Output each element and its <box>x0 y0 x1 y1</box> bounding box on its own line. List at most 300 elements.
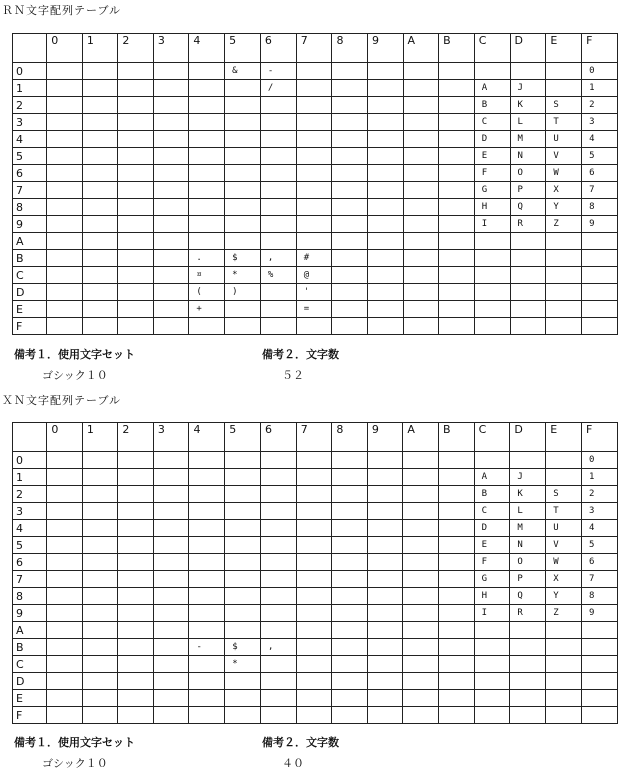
character-cell <box>47 148 83 165</box>
character-cell <box>189 97 225 114</box>
character-cell <box>118 80 154 97</box>
character-cell: Y <box>546 588 582 605</box>
character-cell <box>261 707 297 724</box>
character-cell <box>118 452 154 469</box>
character-cell <box>332 639 368 656</box>
table-row <box>13 250 618 267</box>
row-header: 1 <box>13 469 47 486</box>
character-cell <box>82 639 118 656</box>
table-row <box>13 469 618 486</box>
row-header: 8 <box>13 588 47 605</box>
character-cell: $ <box>225 250 261 267</box>
character-cell <box>368 216 404 233</box>
character-cell <box>260 148 296 165</box>
character-cell <box>118 114 154 131</box>
character-cell: @ <box>296 267 332 284</box>
character-cell <box>403 622 439 639</box>
row-header: 2 <box>13 97 47 114</box>
column-header: 8 <box>332 34 368 63</box>
character-cell <box>403 503 439 520</box>
character-cell: , <box>260 250 296 267</box>
character-cell <box>368 284 404 301</box>
character-cell <box>118 199 154 216</box>
character-cell: H <box>474 588 510 605</box>
character-cell: R <box>510 605 546 622</box>
row-header: 5 <box>13 148 47 165</box>
character-cell <box>189 622 225 639</box>
table-row <box>13 537 618 554</box>
character-cell <box>296 199 332 216</box>
character-cell <box>296 233 332 250</box>
character-cell <box>189 469 225 486</box>
character-cell <box>510 318 546 335</box>
character-cell: 7 <box>582 182 618 199</box>
character-cell: I <box>474 216 510 233</box>
character-cell <box>47 520 83 537</box>
character-cell <box>225 318 261 335</box>
character-cell <box>153 503 189 520</box>
column-header: A <box>403 34 439 63</box>
character-cell <box>403 554 439 571</box>
character-cell <box>225 707 261 724</box>
character-cell <box>296 673 332 690</box>
corner-cell <box>13 34 47 63</box>
character-cell: G <box>474 182 510 199</box>
character-cell: + <box>189 301 225 318</box>
character-cell <box>82 233 118 250</box>
column-header: D <box>510 34 546 63</box>
row-header: B <box>13 250 47 267</box>
character-cell <box>225 622 261 639</box>
character-cell <box>47 165 83 182</box>
character-cell <box>189 318 225 335</box>
character-cell <box>510 656 546 673</box>
character-cell: B <box>474 486 510 503</box>
character-cell <box>225 165 261 182</box>
character-cell <box>153 469 189 486</box>
character-cell <box>332 571 368 588</box>
character-cell: D <box>474 131 510 148</box>
row-header: C <box>13 267 47 284</box>
character-cell <box>82 588 118 605</box>
character-cell <box>260 182 296 199</box>
character-cell <box>118 554 154 571</box>
rn-note-charset <box>14 346 135 383</box>
character-cell <box>439 707 475 724</box>
character-cell <box>439 656 475 673</box>
character-cell <box>189 452 225 469</box>
xn-character-table <box>12 422 618 724</box>
character-cell <box>189 554 225 571</box>
character-cell: X <box>546 571 582 588</box>
column-header: 9 <box>367 423 403 452</box>
character-cell <box>225 486 261 503</box>
character-cell <box>582 233 618 250</box>
character-cell: C <box>474 114 510 131</box>
character-cell <box>153 486 189 503</box>
character-cell <box>439 131 475 148</box>
row-header: 4 <box>13 131 47 148</box>
character-cell <box>367 639 403 656</box>
character-cell <box>439 571 475 588</box>
row-header: 3 <box>13 503 47 520</box>
character-cell <box>474 250 510 267</box>
character-cell <box>439 199 475 216</box>
character-cell <box>368 267 404 284</box>
character-cell <box>332 199 368 216</box>
character-cell <box>47 588 83 605</box>
character-cell <box>82 537 118 554</box>
character-cell <box>582 656 618 673</box>
character-cell <box>367 452 403 469</box>
character-cell <box>261 537 297 554</box>
table-row <box>13 97 618 114</box>
character-cell <box>296 182 332 199</box>
character-cell <box>189 605 225 622</box>
character-cell <box>153 452 189 469</box>
character-cell <box>439 503 475 520</box>
character-cell <box>47 690 83 707</box>
character-cell <box>296 165 332 182</box>
column-header: F <box>582 34 618 63</box>
character-cell <box>474 673 510 690</box>
character-cell <box>225 537 261 554</box>
character-cell <box>332 165 368 182</box>
character-cell <box>153 165 189 182</box>
character-cell <box>439 233 475 250</box>
character-cell <box>153 318 189 335</box>
character-cell: 3 <box>582 114 618 131</box>
character-cell <box>47 537 83 554</box>
character-cell <box>367 605 403 622</box>
character-cell <box>189 486 225 503</box>
character-cell: F <box>474 554 510 571</box>
character-cell <box>403 216 439 233</box>
character-cell: S <box>546 486 582 503</box>
character-cell <box>439 114 475 131</box>
character-cell <box>403 233 439 250</box>
character-cell <box>82 673 118 690</box>
table-row <box>13 182 618 199</box>
character-cell <box>153 690 189 707</box>
character-cell <box>82 656 118 673</box>
character-cell: - <box>260 63 296 80</box>
row-header: 0 <box>13 63 47 80</box>
character-cell <box>546 452 582 469</box>
character-cell <box>47 250 83 267</box>
character-cell <box>510 707 546 724</box>
character-cell <box>260 318 296 335</box>
row-header: A <box>13 233 47 250</box>
character-cell <box>225 469 261 486</box>
character-cell <box>261 452 297 469</box>
character-cell <box>368 165 404 182</box>
character-cell: 0 <box>582 63 618 80</box>
character-cell <box>118 165 154 182</box>
character-cell: P <box>510 571 546 588</box>
character-cell <box>368 63 404 80</box>
column-header: F <box>582 423 618 452</box>
character-cell <box>332 673 368 690</box>
character-cell <box>47 673 83 690</box>
character-cell <box>296 690 332 707</box>
column-header: 6 <box>261 423 297 452</box>
character-cell <box>439 673 475 690</box>
character-cell <box>403 639 439 656</box>
character-cell: 9 <box>582 605 618 622</box>
character-cell <box>367 469 403 486</box>
character-cell <box>510 63 546 80</box>
table-row <box>13 301 618 318</box>
table-row <box>13 673 618 690</box>
character-cell <box>474 452 510 469</box>
character-cell <box>82 131 118 148</box>
character-cell <box>118 318 154 335</box>
character-cell: ( <box>189 284 225 301</box>
character-cell: 2 <box>582 97 618 114</box>
character-cell <box>403 469 439 486</box>
table-row <box>13 199 618 216</box>
character-cell <box>225 182 261 199</box>
character-cell <box>118 148 154 165</box>
character-cell <box>296 656 332 673</box>
row-header: 8 <box>13 199 47 216</box>
character-cell <box>225 503 261 520</box>
character-cell <box>153 267 189 284</box>
character-cell: L <box>510 503 546 520</box>
character-cell <box>47 503 83 520</box>
corner-cell <box>13 423 47 452</box>
character-cell <box>153 656 189 673</box>
character-cell: T <box>546 114 582 131</box>
character-cell <box>225 452 261 469</box>
character-cell <box>47 486 83 503</box>
character-cell: O <box>510 165 546 182</box>
table-row <box>13 707 618 724</box>
character-cell <box>118 97 154 114</box>
table-row <box>13 571 618 588</box>
character-cell <box>153 284 189 301</box>
character-cell <box>296 639 332 656</box>
character-cell <box>332 182 368 199</box>
character-cell <box>439 537 475 554</box>
row-header: 4 <box>13 520 47 537</box>
character-cell <box>582 301 618 318</box>
character-cell <box>47 97 83 114</box>
character-cell: 9 <box>582 216 618 233</box>
character-cell: E <box>474 537 510 554</box>
character-cell <box>261 469 297 486</box>
character-cell: X <box>546 182 582 199</box>
character-cell <box>189 707 225 724</box>
column-header: 4 <box>189 34 225 63</box>
character-cell <box>546 284 582 301</box>
character-cell <box>332 80 368 97</box>
character-cell: 1 <box>582 469 618 486</box>
character-cell <box>332 114 368 131</box>
character-cell <box>261 503 297 520</box>
character-cell <box>403 690 439 707</box>
character-cell <box>118 639 154 656</box>
note-charset-value: ゴシック１０ <box>42 757 108 770</box>
character-cell <box>225 571 261 588</box>
character-cell <box>332 318 368 335</box>
character-cell: P <box>510 182 546 199</box>
character-cell <box>189 80 225 97</box>
character-cell <box>225 301 261 318</box>
character-cell <box>225 131 261 148</box>
character-cell <box>261 571 297 588</box>
character-cell <box>368 301 404 318</box>
character-cell: J <box>510 469 546 486</box>
character-cell <box>403 707 439 724</box>
table-row <box>13 503 618 520</box>
character-cell: 0 <box>582 452 618 469</box>
character-cell <box>368 131 404 148</box>
column-header: E <box>546 423 582 452</box>
character-cell <box>153 707 189 724</box>
column-header: 1 <box>82 34 118 63</box>
character-cell <box>546 469 582 486</box>
character-cell <box>153 639 189 656</box>
character-cell <box>367 503 403 520</box>
character-cell <box>153 114 189 131</box>
column-header: C <box>474 423 510 452</box>
table-row <box>13 318 618 335</box>
character-cell <box>332 503 368 520</box>
character-cell <box>403 148 439 165</box>
character-cell <box>82 182 118 199</box>
character-cell <box>510 452 546 469</box>
character-cell: 4 <box>582 131 618 148</box>
row-header: E <box>13 690 47 707</box>
character-cell <box>118 571 154 588</box>
character-cell <box>296 452 332 469</box>
table-row <box>13 554 618 571</box>
character-cell: U <box>546 131 582 148</box>
character-cell <box>82 520 118 537</box>
note-count-label: 備考２．文字数 <box>262 348 339 361</box>
character-cell <box>47 80 83 97</box>
character-cell <box>332 605 368 622</box>
character-cell <box>82 503 118 520</box>
character-cell <box>367 571 403 588</box>
column-header: 3 <box>153 34 189 63</box>
note-count-label: 備考２．文字数 <box>262 736 339 749</box>
character-cell <box>582 673 618 690</box>
character-cell <box>82 554 118 571</box>
character-cell <box>546 318 582 335</box>
character-cell <box>296 707 332 724</box>
character-cell: A <box>474 469 510 486</box>
row-header: 3 <box>13 114 47 131</box>
character-cell <box>296 588 332 605</box>
character-cell <box>118 182 154 199</box>
character-cell: E <box>474 148 510 165</box>
character-cell <box>261 486 297 503</box>
character-cell <box>189 520 225 537</box>
character-cell <box>260 199 296 216</box>
character-cell: Q <box>510 199 546 216</box>
character-cell <box>82 571 118 588</box>
character-cell <box>403 284 439 301</box>
character-cell <box>367 486 403 503</box>
character-cell <box>296 63 332 80</box>
row-header: 1 <box>13 80 47 97</box>
character-cell <box>546 639 582 656</box>
character-cell <box>47 554 83 571</box>
character-cell <box>118 520 154 537</box>
character-cell: K <box>510 486 546 503</box>
character-cell <box>439 452 475 469</box>
character-cell <box>296 114 332 131</box>
character-cell <box>546 622 582 639</box>
column-header: 0 <box>47 423 83 452</box>
character-cell <box>118 233 154 250</box>
character-cell <box>439 622 475 639</box>
character-cell <box>82 452 118 469</box>
character-cell <box>82 622 118 639</box>
character-cell <box>225 233 261 250</box>
character-cell <box>368 80 404 97</box>
character-cell <box>546 673 582 690</box>
character-cell <box>189 114 225 131</box>
table-row <box>13 131 618 148</box>
character-cell <box>118 216 154 233</box>
character-cell <box>332 554 368 571</box>
character-cell <box>367 656 403 673</box>
character-cell <box>225 199 261 216</box>
character-cell <box>189 131 225 148</box>
row-header: 7 <box>13 571 47 588</box>
character-cell <box>189 673 225 690</box>
character-cell: B <box>474 97 510 114</box>
character-cell <box>225 588 261 605</box>
character-cell <box>296 469 332 486</box>
character-cell <box>403 318 439 335</box>
character-cell <box>296 318 332 335</box>
character-cell: $ <box>225 639 261 656</box>
character-cell <box>439 301 475 318</box>
character-cell <box>189 656 225 673</box>
character-cell: Z <box>546 216 582 233</box>
character-cell <box>82 165 118 182</box>
character-cell: * <box>225 656 261 673</box>
character-cell <box>153 182 189 199</box>
character-cell <box>118 301 154 318</box>
character-cell: N <box>510 537 546 554</box>
character-cell <box>261 554 297 571</box>
character-cell <box>582 622 618 639</box>
table-row <box>13 520 618 537</box>
character-cell <box>403 63 439 80</box>
character-cell <box>403 301 439 318</box>
character-cell <box>82 469 118 486</box>
character-cell <box>261 673 297 690</box>
character-cell <box>368 148 404 165</box>
character-cell <box>332 520 368 537</box>
character-cell <box>189 63 225 80</box>
character-cell <box>153 216 189 233</box>
character-cell <box>403 250 439 267</box>
character-cell <box>82 216 118 233</box>
character-cell <box>189 165 225 182</box>
table-row <box>13 622 618 639</box>
character-cell: M <box>510 131 546 148</box>
character-cell <box>189 182 225 199</box>
character-cell <box>47 656 83 673</box>
character-cell <box>296 503 332 520</box>
